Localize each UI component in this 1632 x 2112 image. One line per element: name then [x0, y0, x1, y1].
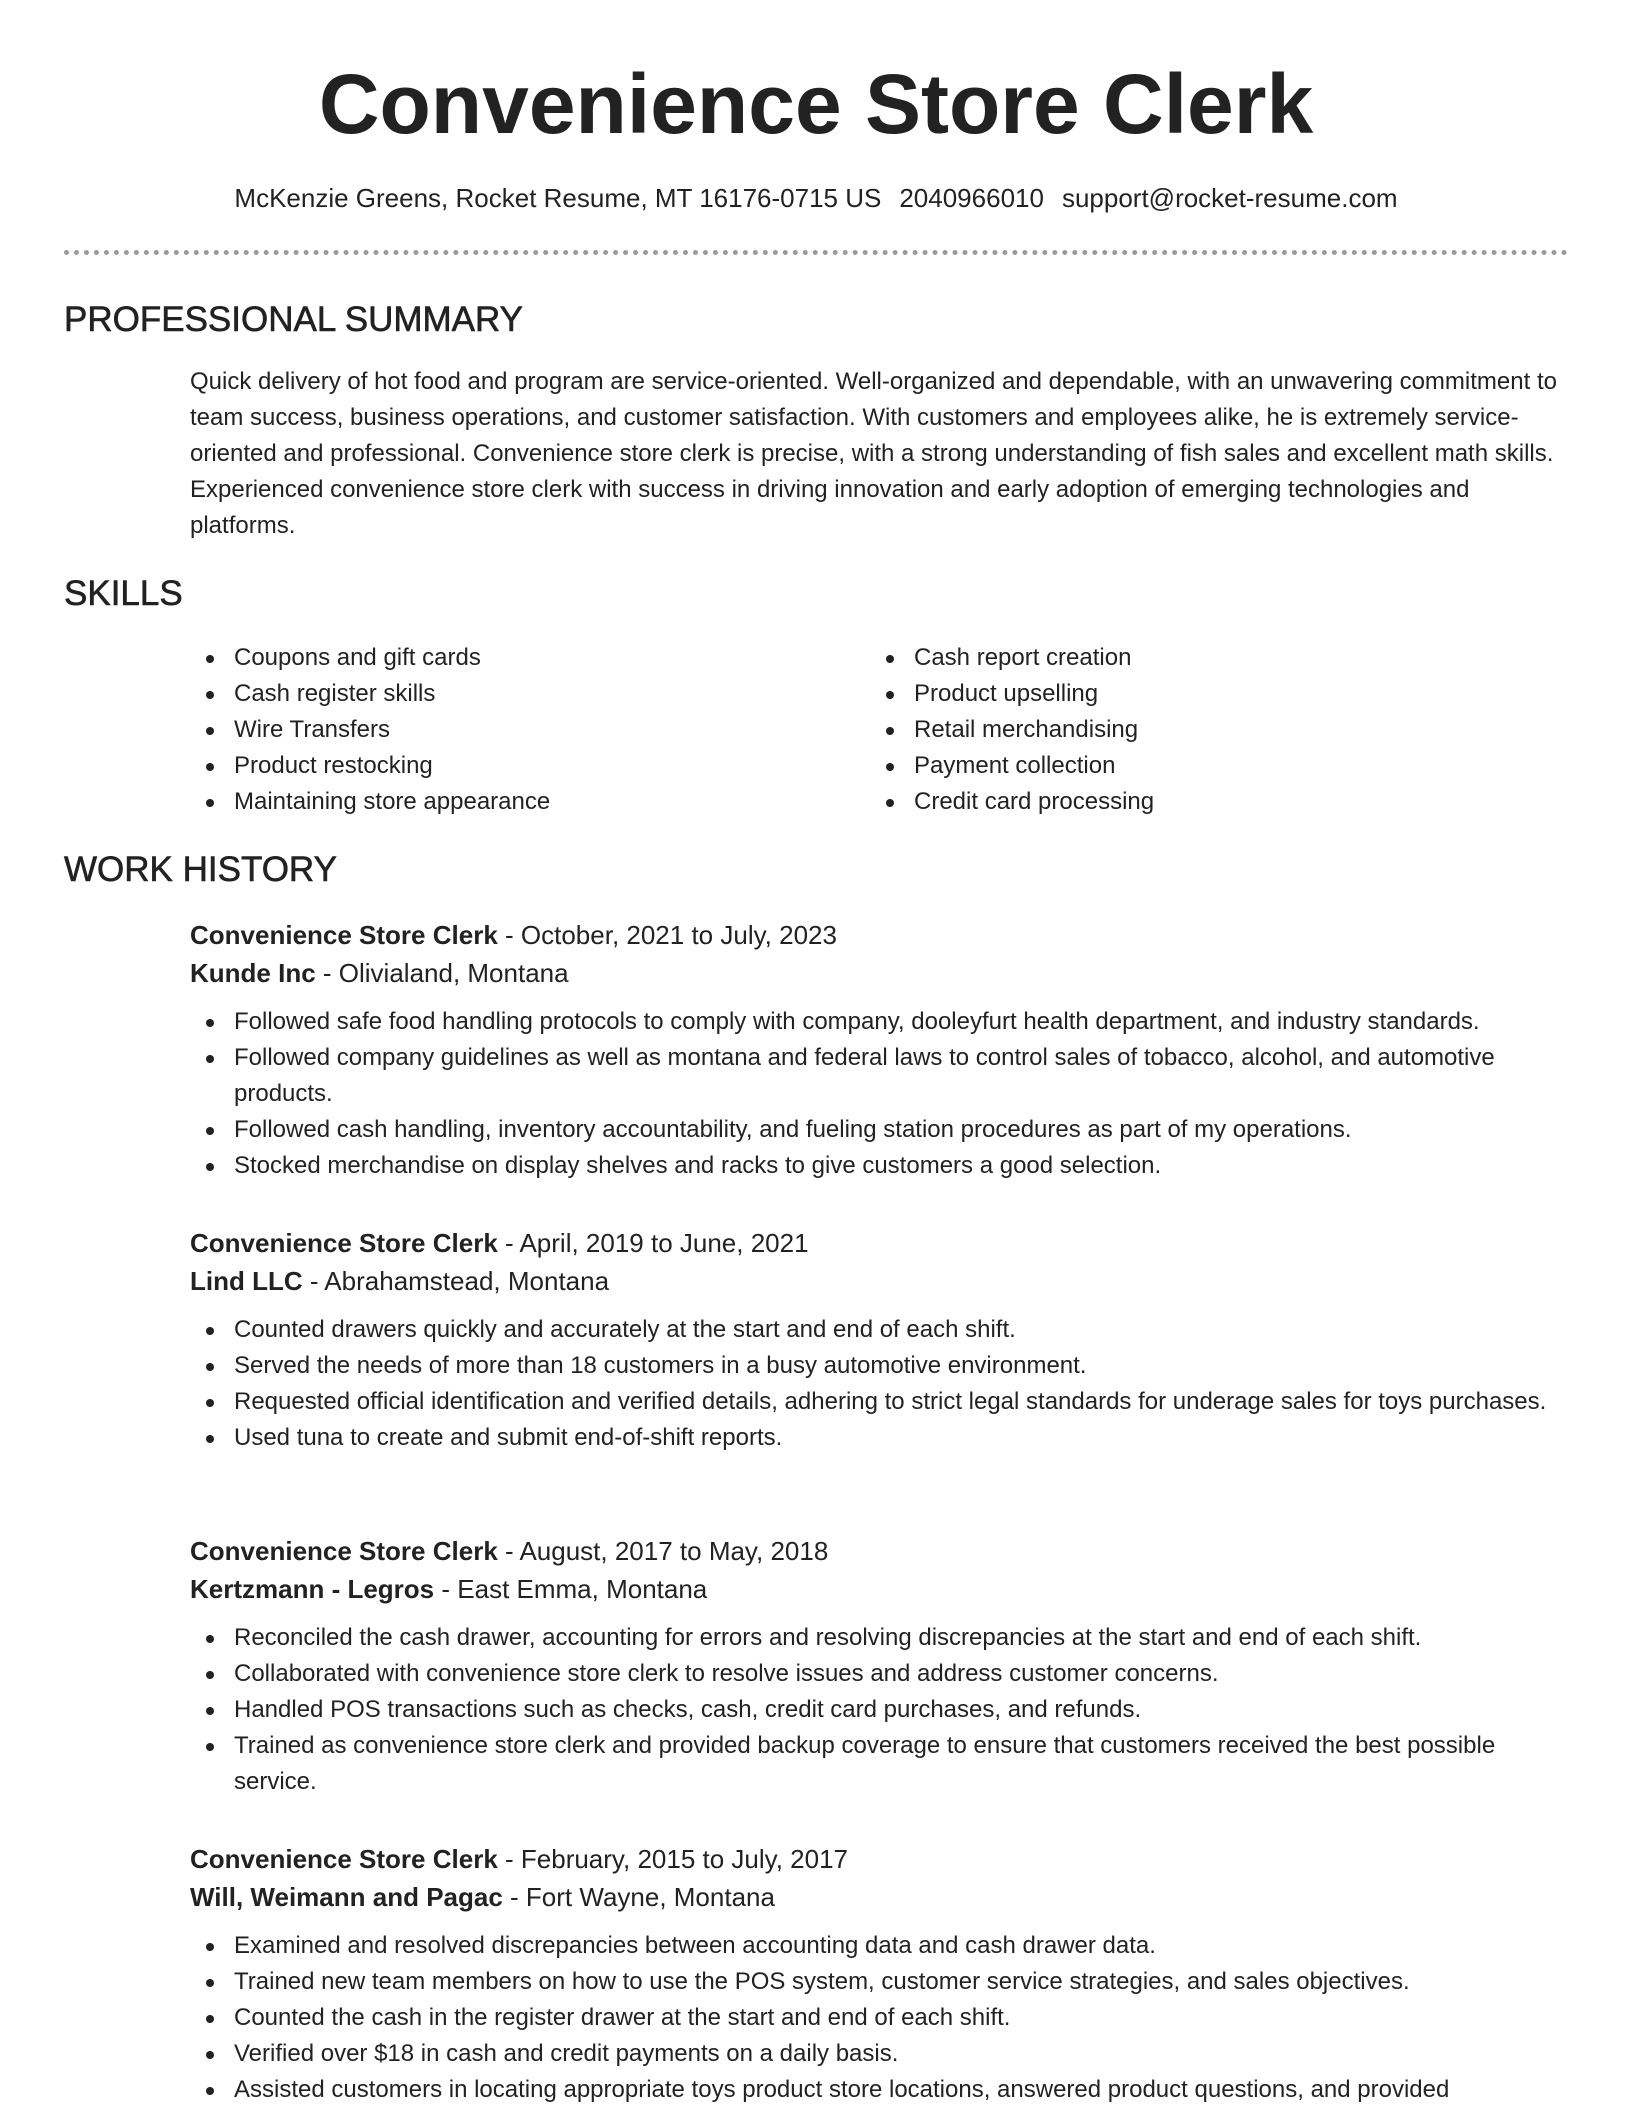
skill-item: Payment collection — [870, 748, 1550, 784]
contact-phone: 2040966010 — [899, 183, 1044, 213]
skill-item: Cash report creation — [870, 640, 1550, 676]
job-role: Convenience Store Clerk — [190, 1228, 498, 1258]
job-entry — [190, 916, 1568, 1184]
skill-item: Wire Transfers — [190, 712, 850, 748]
job-bullet: Examined and resolved discrepancies between accounting data and cash drawer data. — [190, 1928, 1568, 1964]
contact-address: McKenzie Greens, Rocket Resume, MT 16176-0715 US — [234, 183, 882, 213]
job-role: Convenience Store Clerk — [190, 920, 498, 950]
job-bullet: Trained new team members on how to use the POS system, customer service strategies, and sales objectives. — [190, 1964, 1568, 2000]
job-role: Convenience Store Clerk — [190, 1844, 498, 1874]
job-entry — [190, 1224, 1568, 1456]
job-bullet: Served the needs of more than 18 customers in a busy automotive environment. — [190, 1348, 1568, 1384]
job-bullet: Counted the cash in the register drawer at the start and end of each shift. — [190, 2000, 1568, 2036]
job-dates: - August, 2017 to May, 2018 — [497, 1536, 829, 1566]
section-title-work-history: WORK HISTORY — [64, 850, 337, 889]
section-title-skills: SKILLS — [64, 574, 183, 613]
skills-list-left — [190, 640, 850, 820]
skill-item: Retail merchandising — [870, 712, 1550, 748]
job-role-line — [190, 1532, 1568, 1570]
job-company: Lind LLC — [190, 1266, 303, 1296]
job-dates: - October, 2021 to July, 2023 — [497, 920, 837, 950]
job-role-line — [190, 916, 1568, 954]
skill-item: Product restocking — [190, 748, 850, 784]
job-bullet: Followed safe food handling protocols to comply with company, dooleyfurt health department, and industry standards. — [190, 1004, 1568, 1040]
skill-item: Maintaining store appearance — [190, 784, 850, 820]
job-company-line — [190, 954, 1568, 992]
section-title-summary: PROFESSIONAL SUMMARY — [64, 300, 523, 339]
job-company-line — [190, 1262, 1568, 1300]
job-company-line — [190, 1878, 1568, 1916]
job-bullet: Used tuna to create and submit end-of-shift reports. — [190, 1420, 1568, 1456]
job-bullet: Requested official identification and verified details, adhering to strict legal standards for underage sales for toys purchases. — [190, 1384, 1568, 1420]
resume-name: Convenience Store Clerk — [318, 57, 1314, 151]
skill-item: Product upselling — [870, 676, 1550, 712]
job-bullet: Followed cash handling, inventory accountability, and fueling station procedures as part of my operations. — [190, 1112, 1568, 1148]
summary-text: Quick delivery of hot food and program are service-oriented. Well-organized and dependable, with an unwavering commitment to team success, business operations, and customer satisfaction. With customers and employees alike, he is extremely service-oriented and professional. Convenience store clerk is precise, with a strong understanding of fish sales and excellent math skills. Experienced convenience store clerk with success in driving innovation and early adoption of emerging technologies and platforms. — [190, 368, 1557, 539]
skills-list-right — [870, 640, 1550, 820]
job-role-line — [190, 1840, 1568, 1878]
job-bullets — [190, 1312, 1568, 1456]
job-bullet: Trained as convenience store clerk and provided backup coverage to ensure that customers received the best possible service. — [190, 1728, 1568, 1800]
job-company-line — [190, 1570, 1568, 1608]
skill-item: Cash register skills — [190, 676, 850, 712]
skill-item: Credit card processing — [870, 784, 1550, 820]
job-role: Convenience Store Clerk — [190, 1536, 498, 1566]
job-company: Kunde Inc — [190, 958, 316, 988]
job-bullet: Assisted customers in locating appropriate toys product store locations, answered product questions, and provided — [190, 2072, 1568, 2108]
job-bullet: Reconciled the cash drawer, accounting for errors and resolving discrepancies at the start and end of each shift. — [190, 1620, 1568, 1656]
job-location: - Abrahamstead, Montana — [302, 1266, 610, 1296]
job-location: - Fort Wayne, Montana — [502, 1882, 775, 1912]
contact-line — [0, 180, 1632, 216]
job-bullet: Followed company guidelines as well as montana and federal laws to control sales of tobacco, alcohol, and automotive products. — [190, 1040, 1568, 1112]
job-location: - East Emma, Montana — [434, 1574, 708, 1604]
job-company: Kertzmann - Legros — [190, 1574, 435, 1604]
job-dates: - February, 2015 to July, 2017 — [497, 1844, 849, 1874]
job-bullets — [190, 1620, 1568, 1800]
job-bullets — [190, 1928, 1568, 2108]
job-bullet: Stocked merchandise on display shelves and racks to give customers a good selection. — [190, 1148, 1568, 1184]
skill-item: Coupons and gift cards — [190, 640, 850, 676]
job-dates: - April, 2019 to June, 2021 — [497, 1228, 809, 1258]
job-bullet: Counted drawers quickly and accurately at the start and end of each shift. — [190, 1312, 1568, 1348]
job-bullets — [190, 1004, 1568, 1184]
dotted-divider — [64, 250, 1568, 255]
contact-email: support@rocket-resume.com — [1061, 183, 1398, 213]
job-company: Will, Weimann and Pagac — [190, 1882, 503, 1912]
job-entry — [190, 1532, 1568, 1800]
job-role-line — [190, 1224, 1568, 1262]
job-bullet: Collaborated with convenience store clerk to resolve issues and address customer concerns. — [190, 1656, 1568, 1692]
job-location: - Olivialand, Montana — [315, 958, 569, 988]
job-bullet: Verified over $18 in cash and credit payments on a daily basis. — [190, 2036, 1568, 2072]
job-bullet: Handled POS transactions such as checks, cash, credit card purchases, and refunds. — [190, 1692, 1568, 1728]
job-entry — [190, 1840, 1568, 2108]
